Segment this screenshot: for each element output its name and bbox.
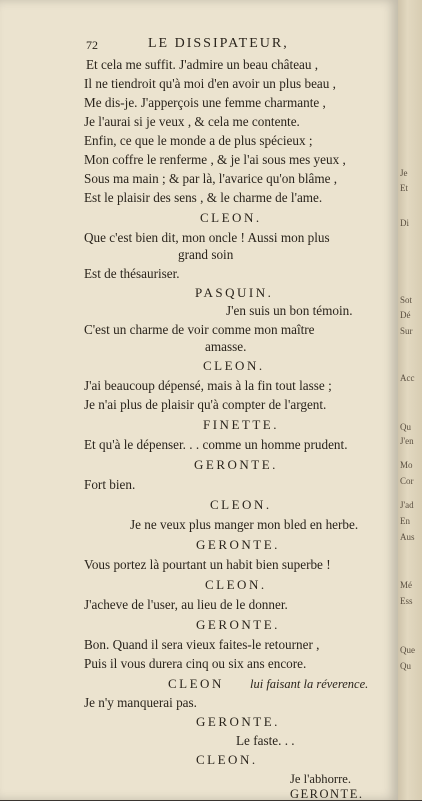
- margin-fragment: Sur: [400, 326, 413, 336]
- speaker-name: GERONTE.: [196, 714, 280, 729]
- margin-fragment: Acc: [400, 373, 415, 383]
- verse-line: grand soin: [178, 247, 234, 262]
- verse-line: Me dis-je. J'apperçois une femme charmante ,: [84, 95, 326, 110]
- margin-fragment: Dé: [400, 310, 411, 320]
- speaker-name: CLEON: [168, 676, 224, 691]
- page-number: 72: [86, 38, 98, 52]
- verse-line: Fort bien.: [84, 477, 136, 492]
- verse-line: amasse.: [205, 339, 247, 354]
- verse-line: Je l'abhorre.: [290, 772, 352, 786]
- verse-line: Je n'ai plus de plaisir qu'à compter de l'argent.: [84, 397, 327, 412]
- margin-fragment: Ess: [400, 596, 413, 606]
- speaker-name: GERONTE.: [196, 617, 280, 632]
- margin-fragment: Mé: [400, 580, 412, 590]
- verse-line: J'en suis un bon témoin.: [226, 303, 353, 318]
- verse-line: Enfin, ce que le monde a de plus spécieux ;: [84, 133, 313, 148]
- verse-line: Sous ma main ; & par là, l'avarice qu'on blâme ,: [84, 171, 338, 186]
- speaker-name: GERONTE.: [196, 537, 280, 552]
- stage-direction: lui faisant la réverence.: [250, 677, 369, 691]
- running-title: LE DISSIPATEUR,: [148, 36, 289, 51]
- verse-line: Je l'aurai si je veux , & cela me contente.: [84, 114, 300, 129]
- verse-line: Que c'est bien dit, mon oncle ! Aussi mon plus: [84, 230, 330, 245]
- verse-line: Bon. Quand il sera vieux faites-le retourner ,: [84, 637, 320, 652]
- speaker-name: GERONTE.: [194, 457, 278, 472]
- margin-fragment: Mo: [400, 460, 413, 470]
- verse-line: Est le plaisir des sens , & le charme de l'ame.: [84, 190, 323, 205]
- verse-line: C'est un charme de voir comme mon maître: [84, 322, 315, 337]
- margin-fragment: Que: [400, 645, 415, 655]
- margin-fragment: Di: [400, 218, 409, 228]
- margin-fragment: Et: [400, 183, 408, 193]
- verse-line: Vous portez là pourtant un habit bien superbe !: [84, 557, 331, 572]
- speaker-name: CLEON.: [205, 577, 267, 592]
- verse-line: Et cela me suffit. J'admire un beau château ,: [86, 57, 319, 72]
- verse-line: Le faste. . .: [236, 733, 295, 748]
- speaker-name: CLEON.: [196, 752, 258, 767]
- speaker-name: PASQUIN.: [195, 285, 274, 300]
- adjacent-page-edge: [398, 0, 422, 800]
- verse-line: Est de thésauriser.: [84, 266, 180, 281]
- verse-line: Et qu'à le dépenser. . . comme un homme prudent.: [84, 437, 348, 452]
- margin-fragment: Aus: [400, 532, 415, 542]
- margin-fragment: J'en: [400, 436, 414, 446]
- margin-fragment: Cor: [400, 476, 414, 486]
- speaker-name: CLEON.: [200, 210, 262, 225]
- speaker-name: CLEON.: [210, 497, 272, 512]
- margin-fragment: En: [400, 516, 410, 526]
- speaker-name: CLEON.: [203, 358, 265, 373]
- catchword: GERONTE.: [290, 787, 364, 801]
- verse-line: Il ne tiendroit qu'à moi d'en avoir un plus beau ,: [84, 76, 336, 91]
- margin-fragment: J'ad: [400, 500, 414, 510]
- verse-line: Je n'y manquerai pas.: [84, 695, 197, 710]
- margin-fragment: Qu: [400, 422, 411, 432]
- margin-fragment: Je: [400, 168, 408, 178]
- verse-line: Puis il vous durera cinq ou six ans encore.: [84, 656, 307, 671]
- verse-line: Je ne veux plus manger mon bled en herbe.: [130, 517, 359, 532]
- verse-line: J'ai beaucoup dépensé, mais à la fin tout lasse ;: [84, 378, 332, 393]
- margin-fragment: Qu: [400, 661, 411, 671]
- verse-line: Mon coffre le renferme , & je l'ai sous mes yeux ,: [84, 152, 346, 167]
- margin-fragment: Sot: [400, 295, 413, 305]
- verse-line: J'acheve de l'user, au lieu de le donner.: [84, 597, 288, 612]
- speaker-name: FINETTE.: [203, 417, 279, 432]
